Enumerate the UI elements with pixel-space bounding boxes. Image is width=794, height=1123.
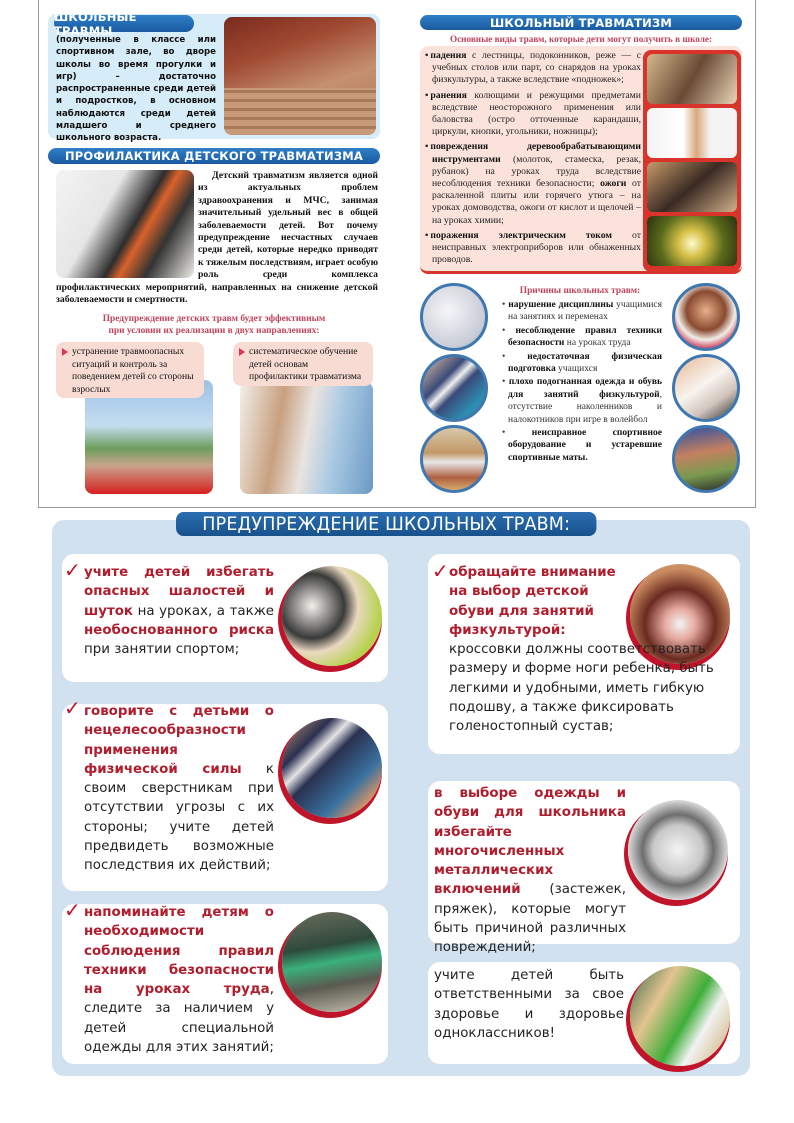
causes-title: Причины школьных травм:	[519, 286, 641, 296]
school-injuries-text: (полученные в классе или спортивном зале, во дворе школы во время прогулки и игр) – достаточно распространенные среди детей и подростков, в основном наблюдаются среди детей младшего и среднего школьного возраста.	[56, 35, 216, 144]
school-trauma-subtitle: Основные виды травм, которые дети могут получить в школе:	[449, 34, 713, 44]
checkmark-icon: ✓	[432, 559, 449, 583]
tip-text: в выборе одежды и обуви для школьника избегайте многочисленных металлических включений (застежек, пряжек), которые могут быть причиной различных повреждений;	[434, 786, 626, 956]
school-trauma-title: ШКОЛЬНЫЙ ТРАВМАТИЗМ	[420, 15, 742, 30]
arrow-bullet-icon	[239, 348, 245, 356]
list-item: • падения с лестницы, подоконников, реже — с учебных столов или парт, со снарядов на уроках физкультуры, а также вследствие «подножек»;	[425, 50, 641, 86]
tip-text: обращайте внимание на выбор детской обуви для занятий физкультурой: кроссовки должны соответствовать размеру и форме ноги ребенка, быть легкими и удобными, иметь гибкую подошву, а также фиксировать голеностопный сустав;	[449, 565, 714, 735]
electric-spark-photo	[647, 216, 737, 266]
list-item: • нарушение дисциплины учащимися на занятиях и переменах	[502, 300, 663, 323]
list-item: • повреждения деревообрабатывающими инструментами (молоток, стамеска, резак, рубанок) на уроках труда вследствие несоблюдения техники безопасности; ожоги от раскаленной плиты или горячего утюга – на уроках домоводства, ожоги от кислот и щелочей – на уроках химии;	[425, 141, 642, 226]
school-injuries-title: ШКОЛЬНЫЕ ТРАВМЫ	[54, 15, 194, 32]
arrow-bullet-icon	[62, 348, 68, 356]
tip-text: говорите с детьми о нецелесообразности применения физической силы к своим сверстникам при отсутствии угрозы с их стороны; учите детей предвидеть возможные последствия их действий;	[84, 704, 274, 874]
cause-photo-circle	[672, 425, 740, 493]
leg-injury-photo	[647, 108, 737, 158]
trauma-photo-strip	[643, 50, 741, 272]
woodworking-photo	[647, 162, 737, 212]
prevention-paragraph: Детский травматизм является одной из актуальных проблем здравоохранения и МЧС, занимая значительный удельный вес в общей заболеваемости детей. Вот почему предупреждение несчастных случаев среди детей, которые нередко приводят к тяжелым последствиям, играет особую роль среди комплекса профилактических мероприятий, направленных на снижение детской заболеваемости и смертности.	[56, 170, 378, 306]
mother-talking-photo	[240, 382, 373, 494]
tip-photo-circle	[282, 566, 382, 666]
tip-photo-circle	[282, 912, 382, 1012]
cause-photo-circle	[420, 354, 488, 422]
prevention-effective-note: Предупреждение детских травм будет эффективным при условии их реализации в двух направлениях:	[102, 314, 326, 336]
list-item: • недостаточная физическая подготовка учащихся	[502, 351, 662, 375]
tip-photo-circle	[630, 966, 730, 1066]
classroom-fall-photo	[647, 54, 737, 104]
cause-photo-circle	[672, 283, 740, 351]
list-item: • несоблюдение правил техники безопасности на уроках труда	[502, 325, 662, 349]
list-item: • неисправное спортивное оборудование и устаревшие спортивные маты.	[502, 428, 662, 463]
kids-jumping-photo	[224, 17, 376, 135]
tip-text: учите детей избегать опасных шалостей и шуток на уроках, а также необоснованного риска при занятии спортом;	[84, 565, 274, 658]
tip-photo-circle	[628, 800, 728, 900]
prevention-title: ПРОФИЛАКТИКА ДЕТСКОГО ТРАВМАТИЗМА	[48, 148, 380, 164]
cause-photo-circle	[420, 283, 488, 351]
direction-card: систематическое обучение детей основам профилактики травматизма	[233, 342, 373, 386]
tip-text: учите детей быть ответственными за свое здоровье и здоровье одноклассников!	[434, 968, 624, 1041]
direction-card: устранение травмоопасных ситуаций и контроль за поведением детей со стороны взрослых	[56, 342, 204, 398]
checkmark-icon: ✓	[64, 696, 81, 720]
checkmark-icon: ✓	[64, 898, 81, 922]
list-item: • плохо подогнанная одежда и обувь для занятий физкультурой, отсутствие наколенников и налокотников при игре в волейбол	[502, 377, 662, 425]
trauma-types-list	[424, 50, 641, 269]
checkmark-icon: ✓	[64, 558, 81, 582]
cause-photo-circle	[672, 354, 740, 422]
tip-photo-circle	[282, 718, 382, 818]
cause-photo-circle	[420, 425, 488, 493]
list-item: • ранения колющими и режущими предметами вследствие неосторожного применения или баловства (остро отточенные карандаши, циркули, кнопки, угольники, ножницы);	[425, 89, 641, 138]
causes-list	[502, 299, 662, 465]
tip-text: напоминайте детям о необходимости соблюдения правил техники безопасности на уроках труда, следите за наличием у детей специальной одежды для этих занятий;	[84, 905, 274, 1056]
list-item: • поражения электрическим током от неисправных электроприборов или обнаженных проводов.	[425, 229, 642, 266]
poster-title: ПРЕДУПРЕЖДЕНИЕ ШКОЛЬНЫХ ТРАВМ:	[176, 512, 596, 536]
